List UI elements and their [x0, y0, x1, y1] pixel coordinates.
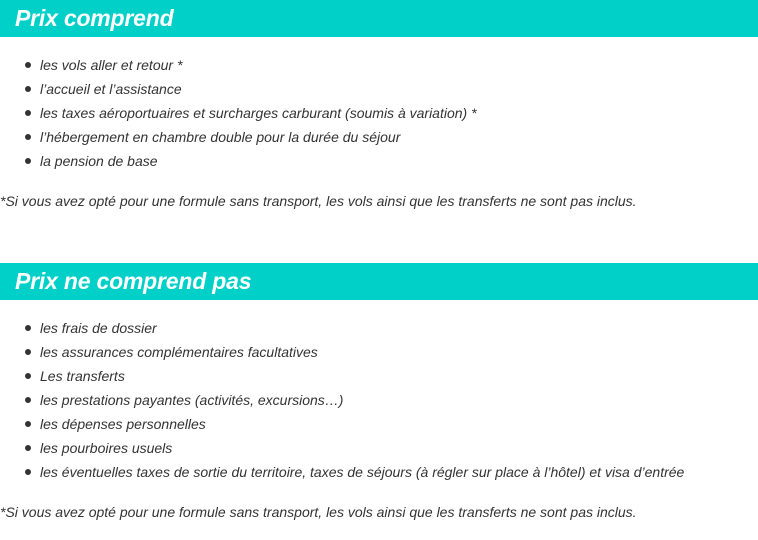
list-item [0, 101, 477, 125]
list-item [0, 436, 684, 460]
list-item-text: les assurances complémentaires facultatives [40, 344, 318, 360]
included-list [0, 53, 477, 173]
list-item-text: les prestations payantes (activités, excursions…) [40, 392, 344, 408]
bullet-icon [25, 445, 31, 451]
bullet-icon [25, 421, 31, 427]
list-item [0, 388, 684, 412]
list-item [0, 460, 684, 484]
list-item-text: les dépenses personnelles [40, 416, 206, 432]
bullet-icon [25, 349, 31, 355]
list-item-text: Les transferts [40, 368, 125, 384]
bullet-icon [25, 373, 31, 379]
list-item-text: les frais de dossier [40, 320, 157, 336]
list-item-text: l’hébergement en chambre double pour la durée du séjour [40, 129, 401, 145]
list-item [0, 412, 684, 436]
bullet-icon [25, 110, 31, 116]
list-item-text: les taxes aéroportuaires et surcharges carburant (soumis à variation) * [40, 105, 477, 121]
list-item [0, 53, 477, 77]
bullet-icon [25, 325, 31, 331]
list-item [0, 340, 684, 364]
included-section-header [0, 0, 758, 37]
list-item [0, 77, 477, 101]
list-item [0, 125, 477, 149]
excluded-heading: Prix ne comprend pas [15, 268, 252, 294]
list-item-text: l’accueil et l’assistance [40, 81, 182, 97]
list-item-text: la pension de base [40, 153, 158, 169]
list-item [0, 316, 684, 340]
list-item-text: les vols aller et retour * [40, 57, 183, 73]
bullet-icon [25, 62, 31, 68]
bullet-icon [25, 397, 31, 403]
list-item-text: les pourboires usuels [40, 440, 173, 456]
excluded-list [0, 316, 684, 484]
list-item-text: les éventuelles taxes de sortie du territoire, taxes de séjours (à régler sur place à l’hôtel) et visa d’entrée [40, 464, 685, 480]
bullet-icon [25, 469, 31, 475]
list-item [0, 149, 477, 173]
bullet-icon [25, 86, 31, 92]
bullet-icon [25, 158, 31, 164]
bullet-icon [25, 134, 31, 140]
included-heading: Prix comprend [15, 5, 174, 31]
excluded-section-header [0, 263, 758, 300]
list-item [0, 364, 684, 388]
excluded-footnote: *Si vous avez opté pour une formule sans transport, les vols ainsi que les transferts ne sont pas inclus. [0, 504, 637, 520]
included-footnote: *Si vous avez opté pour une formule sans transport, les vols ainsi que les transferts ne sont pas inclus. [0, 193, 637, 209]
